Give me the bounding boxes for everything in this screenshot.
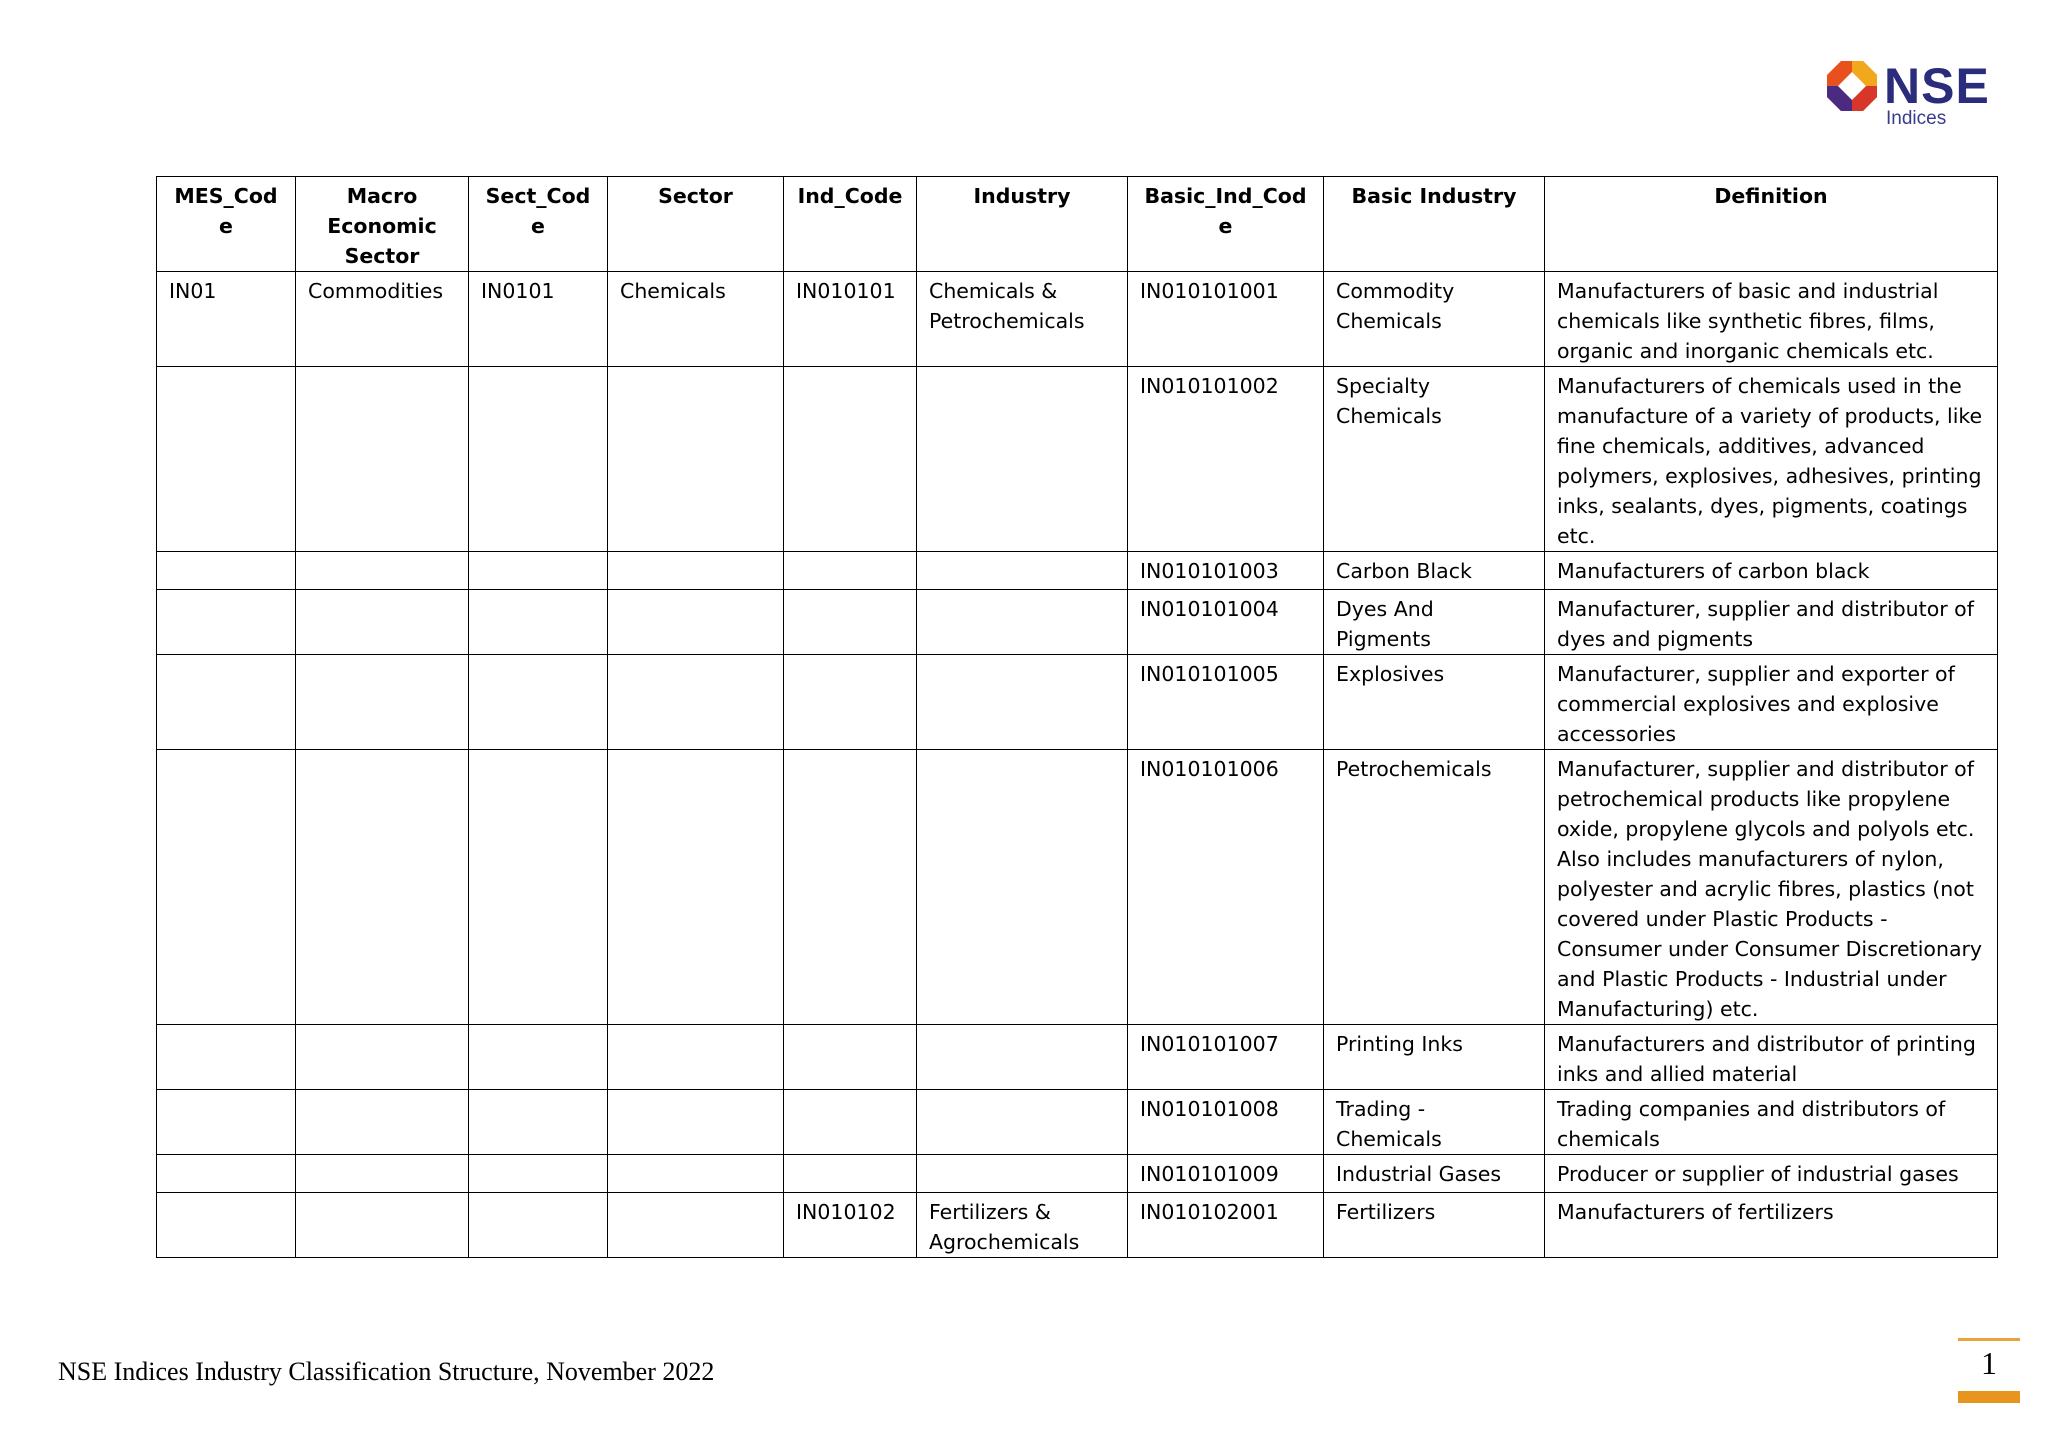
cell-macro-economic-sector [296, 1090, 469, 1155]
header-basic-ind-code: Basic_Ind_Code [1128, 177, 1324, 272]
cell-definition: Producer or supplier of industrial gases [1545, 1155, 1998, 1193]
cell-mes-code [157, 1025, 296, 1090]
cell-mes-code [157, 367, 296, 552]
cell-sector [608, 1090, 784, 1155]
nse-indices-logo [1826, 56, 1996, 132]
cell-mes-code [157, 1155, 296, 1193]
cell-basic-industry: Explosives [1324, 655, 1545, 750]
cell-sector: Chemicals [608, 272, 784, 367]
cell-ind-code [784, 1025, 917, 1090]
cell-definition: Manufacturer, supplier and distributor of dyes and pigments [1545, 590, 1998, 655]
table-header-row [157, 177, 1998, 272]
page-number-label: 1 [1981, 1345, 1997, 1381]
cell-macro-economic-sector [296, 750, 469, 1025]
cell-basic-industry: Dyes And Pigments [1324, 590, 1545, 655]
header-basic-industry: Basic Industry [1324, 177, 1545, 272]
cell-industry [917, 1025, 1128, 1090]
table-row [157, 1155, 1998, 1193]
cell-macro-economic-sector [296, 655, 469, 750]
header-mes-code: MES_Code [157, 177, 296, 272]
cell-sect-code [469, 1025, 608, 1090]
cell-definition: Manufacturers of chemicals used in the manufacture of a variety of products, like fine chemicals, additives, advanced polymers, explosives, adhesives, printing inks, sealants, dyes, pigments, coatings etc. [1545, 367, 1998, 552]
cell-basic-ind-code: IN010101003 [1128, 552, 1324, 590]
cell-basic-industry: Carbon Black [1324, 552, 1545, 590]
cell-macro-economic-sector: Commodities [296, 272, 469, 367]
table-row [157, 590, 1998, 655]
cell-basic-ind-code: IN010101009 [1128, 1155, 1324, 1193]
page-number [1958, 1338, 2020, 1403]
cell-basic-ind-code: IN010101007 [1128, 1025, 1324, 1090]
cell-mes-code [157, 552, 296, 590]
cell-basic-ind-code: IN010101005 [1128, 655, 1324, 750]
classification-table [156, 176, 1998, 1258]
table-row [157, 750, 1998, 1025]
header-industry: Industry [917, 177, 1128, 272]
cell-sector [608, 552, 784, 590]
cell-basic-industry: Specialty Chemicals [1324, 367, 1545, 552]
cell-sector [608, 590, 784, 655]
cell-mes-code [157, 750, 296, 1025]
cell-basic-industry: Industrial Gases [1324, 1155, 1545, 1193]
cell-ind-code [784, 1155, 917, 1193]
nse-logo-mark-icon [1826, 60, 1878, 112]
cell-ind-code [784, 552, 917, 590]
cell-sect-code [469, 1090, 608, 1155]
table-row [157, 655, 1998, 750]
cell-sect-code: IN0101 [469, 272, 608, 367]
cell-basic-ind-code: IN010101001 [1128, 272, 1324, 367]
cell-basic-ind-code: IN010101002 [1128, 367, 1324, 552]
cell-macro-economic-sector [296, 552, 469, 590]
table-row [157, 272, 1998, 367]
cell-sector [608, 1025, 784, 1090]
cell-macro-economic-sector [296, 1193, 469, 1258]
cell-sector [608, 1155, 784, 1193]
cell-mes-code [157, 655, 296, 750]
cell-basic-industry: Commodity Chemicals [1324, 272, 1545, 367]
cell-definition: Manufacturer, supplier and distributor of petrochemical products like propylene oxide, propylene glycols and polyols etc. Also includes manufacturers of nylon, polyester and acrylic fibres, plastics (not covered under Plastic Products - Consumer under Consumer Discretionary and Plastic Products - Industrial under Manufacturing) etc. [1545, 750, 1998, 1025]
cell-industry: Fertilizers & Agrochemicals [917, 1193, 1128, 1258]
cell-sect-code [469, 1193, 608, 1258]
cell-macro-economic-sector [296, 367, 469, 552]
table-row [157, 367, 1998, 552]
cell-sector [608, 1193, 784, 1258]
cell-sect-code [469, 552, 608, 590]
cell-sect-code [469, 750, 608, 1025]
cell-macro-economic-sector [296, 1155, 469, 1193]
cell-sect-code [469, 367, 608, 552]
cell-macro-economic-sector [296, 1025, 469, 1090]
cell-basic-ind-code: IN010102001 [1128, 1193, 1324, 1258]
table-row [157, 1025, 1998, 1090]
footer-document-title: NSE Indices Industry Classification Structure, November 2022 [58, 1357, 715, 1386]
cell-industry [917, 1090, 1128, 1155]
cell-sector [608, 750, 784, 1025]
cell-sect-code [469, 590, 608, 655]
cell-ind-code [784, 750, 917, 1025]
cell-industry [917, 1155, 1128, 1193]
cell-ind-code [784, 367, 917, 552]
cell-basic-industry: Printing Inks [1324, 1025, 1545, 1090]
cell-basic-ind-code: IN010101008 [1128, 1090, 1324, 1155]
cell-mes-code: IN01 [157, 272, 296, 367]
cell-definition: Manufacturers of carbon black [1545, 552, 1998, 590]
header-macro-economic-sector: Macro Economic Sector [296, 177, 469, 272]
cell-basic-industry: Trading - Chemicals [1324, 1090, 1545, 1155]
table-row [157, 552, 1998, 590]
cell-definition: Trading companies and distributors of chemicals [1545, 1090, 1998, 1155]
cell-industry [917, 590, 1128, 655]
cell-definition: Manufacturers and distributor of printing inks and allied material [1545, 1025, 1998, 1090]
cell-industry [917, 750, 1128, 1025]
cell-basic-industry: Fertilizers [1324, 1193, 1545, 1258]
logo-subtitle: Indices [1886, 108, 1947, 129]
cell-definition: Manufacturers of fertilizers [1545, 1193, 1998, 1258]
header-ind-code: Ind_Code [784, 177, 917, 272]
header-sector: Sector [608, 177, 784, 272]
cell-sect-code [469, 655, 608, 750]
cell-ind-code [784, 1090, 917, 1155]
cell-industry [917, 655, 1128, 750]
header-sect-code: Sect_Code [469, 177, 608, 272]
cell-ind-code: IN010101 [784, 272, 917, 367]
cell-sector [608, 655, 784, 750]
cell-industry: Chemicals & Petrochemicals [917, 272, 1128, 367]
cell-basic-industry: Petrochemicals [1324, 750, 1545, 1025]
cell-definition: Manufacturer, supplier and exporter of commercial explosives and explosive accessories [1545, 655, 1998, 750]
cell-industry [917, 367, 1128, 552]
cell-basic-ind-code: IN010101006 [1128, 750, 1324, 1025]
cell-macro-economic-sector [296, 590, 469, 655]
cell-definition: Manufacturers of basic and industrial chemicals like synthetic fibres, films, organic and inorganic chemicals etc. [1545, 272, 1998, 367]
table-row [157, 1193, 1998, 1258]
logo-name: NSE [1884, 58, 1990, 114]
cell-mes-code [157, 1193, 296, 1258]
cell-sect-code [469, 1155, 608, 1193]
cell-ind-code: IN010102 [784, 1193, 917, 1258]
cell-industry [917, 552, 1128, 590]
cell-mes-code [157, 1090, 296, 1155]
page-number-accent-bar [1958, 1391, 2020, 1403]
cell-mes-code [157, 590, 296, 655]
header-definition: Definition [1545, 177, 1998, 272]
cell-basic-ind-code: IN010101004 [1128, 590, 1324, 655]
cell-ind-code [784, 655, 917, 750]
cell-sector [608, 367, 784, 552]
table-row [157, 1090, 1998, 1155]
cell-ind-code [784, 590, 917, 655]
